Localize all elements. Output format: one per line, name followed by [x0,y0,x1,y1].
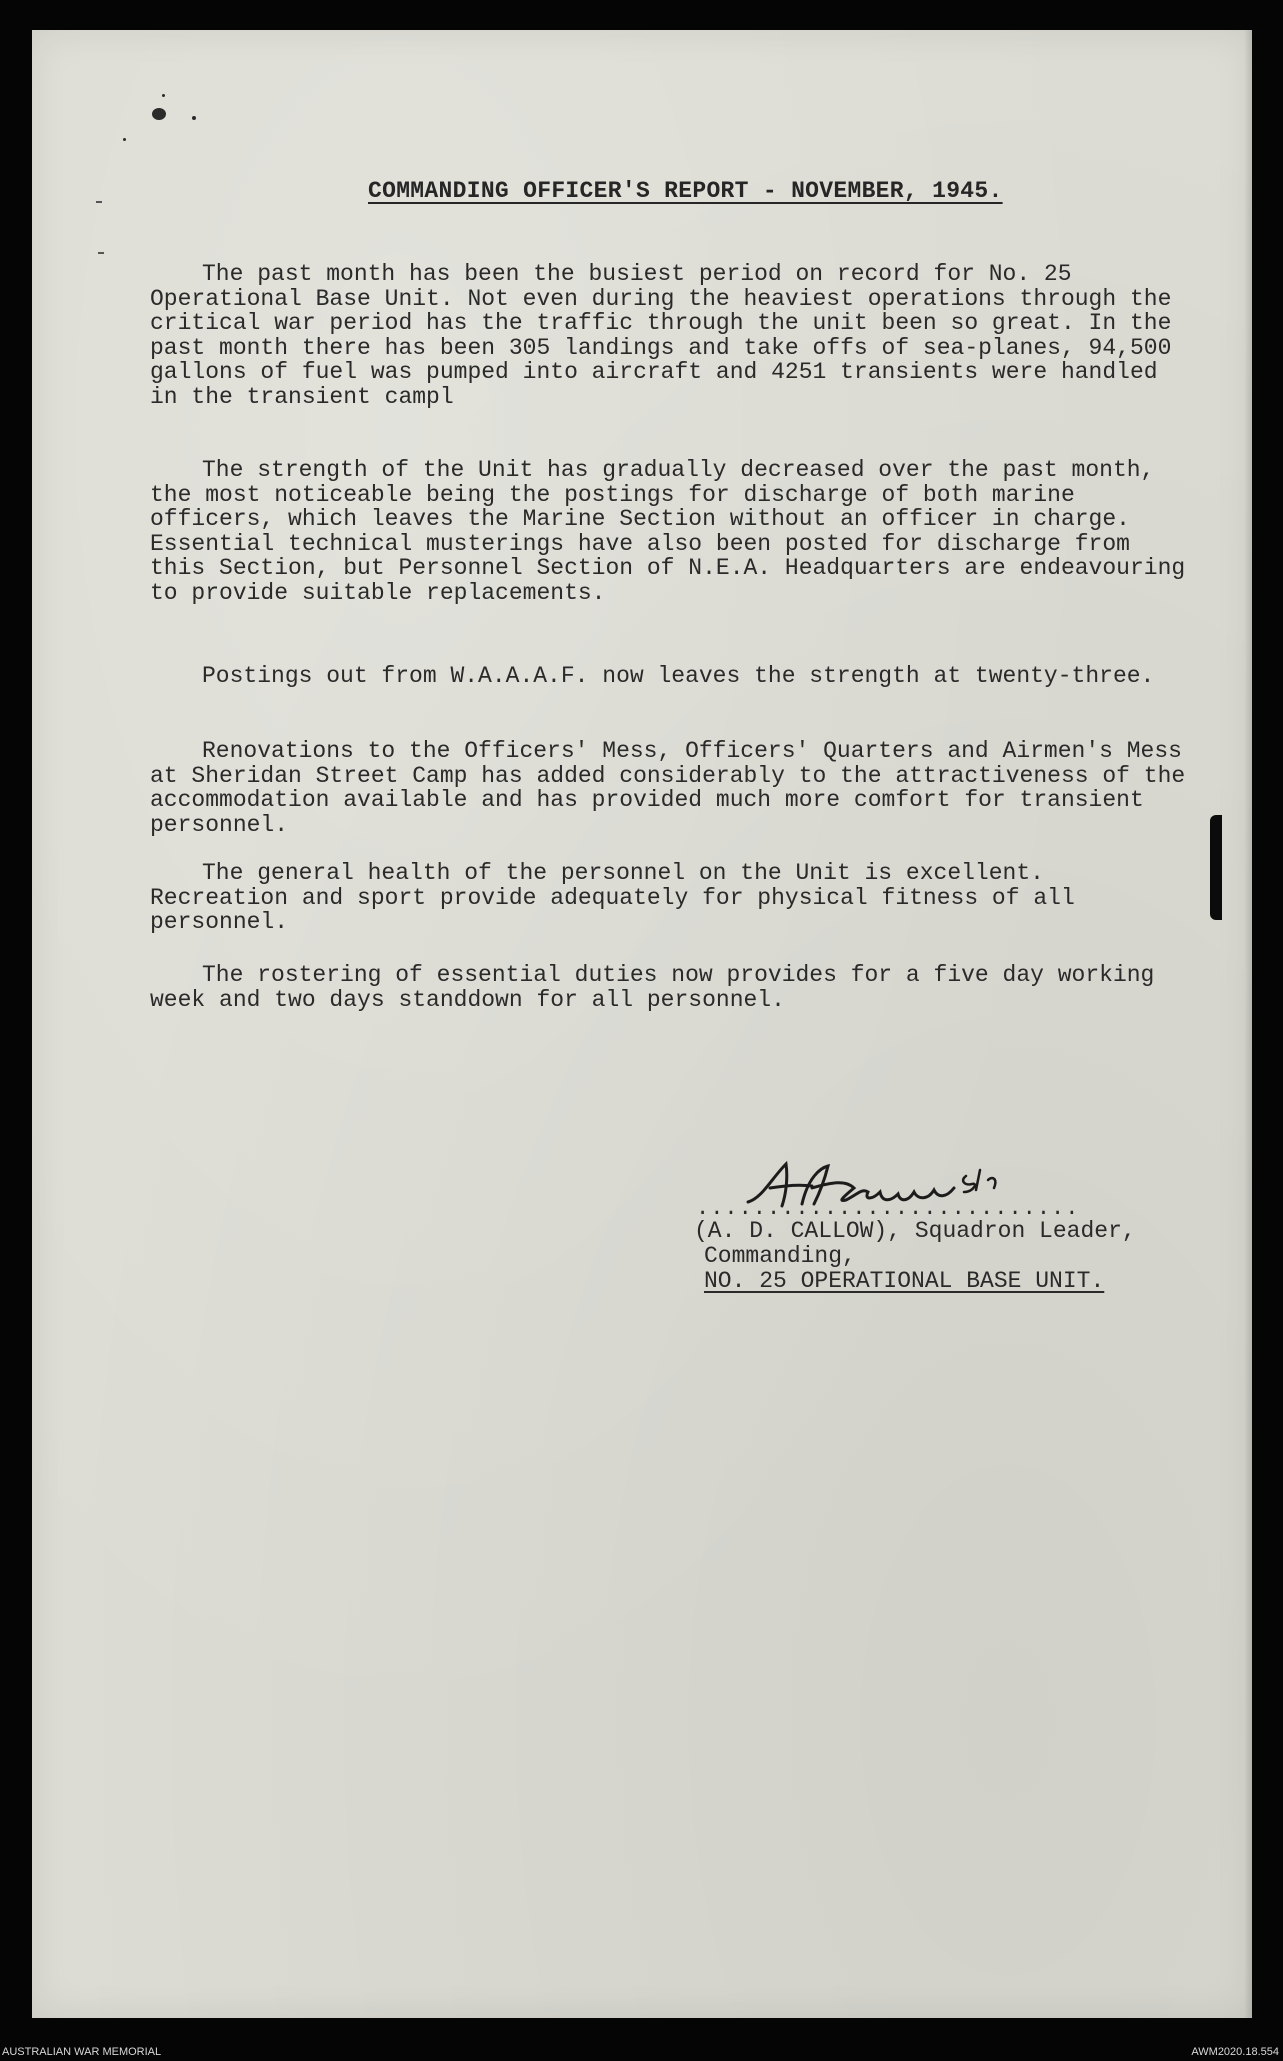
signatory-unit: NO. 25 OPERATIONAL BASE UNIT. [704,1268,1105,1294]
paragraph-renovations: Renovations to the Officers' Mess, Officers' Quarters and Airmen's Mess at Sheridan Street Camp has added considerably to the attractiveness of the accommodation available and has provided much more comfort for transient personnel. [150,738,1186,838]
report-title: COMMANDING OFFICER'S REPORT - NOVEMBER, 1945. [368,178,1003,204]
ink-dot-mark [162,94,165,97]
footer-institution: AUSTRALIAN WAR MEMORIAL [2,2046,162,2058]
signatory-role: Commanding, [704,1243,856,1269]
paragraph-health: The general health of the personnel on the Unit is excellent. Recreation and sport provide adequately for physical fitness of all personnel. [150,860,1075,935]
footer-accession-number: AWM2020.18.554 [1191,2046,1279,2058]
ink-dot-mark [192,116,196,120]
ink-dot-mark [123,138,126,141]
ink-blot-mark [152,108,166,120]
signatory-name: (A. D. CALLOW), Squadron Leader, [694,1218,1136,1244]
binder-notch [1210,815,1222,920]
page-edge-shadow [1244,30,1252,2018]
signature-dotted-line: ........................... [696,1196,1080,1221]
paragraph-traffic: The past month has been the busiest period on record for No. 25 Operational Base Unit. Not even during the heaviest operations through the critical war period has the traffic through the unit been so great. In the past month there has been 305 landings and take offs of sea-planes, 94,500 gallons of fuel was pumped into aircraft and 4251 transients were handled in the transient campl [150,261,1172,410]
paragraph-waaaf: Postings out from W.A.A.A.F. now leaves the strength at twenty-three. [202,663,1155,689]
paragraph-rostering: The rostering of essential duties now provides for a five day working week and two days standdown for all personnel. [150,962,1155,1013]
margin-tick-mark [96,201,102,203]
margin-tick-mark [98,252,104,254]
paragraph-strength: The strength of the Unit has gradually decreased over the past month, the most noticeable being the postings for discharge of both marine officers, which leaves the Marine Section without an officer in charge. Essential technical musterings have also been posted for discharge from this Section, but Personnel Section of N.E.A. Headquarters are endeavouring to provide suitable replacements. [150,457,1186,606]
